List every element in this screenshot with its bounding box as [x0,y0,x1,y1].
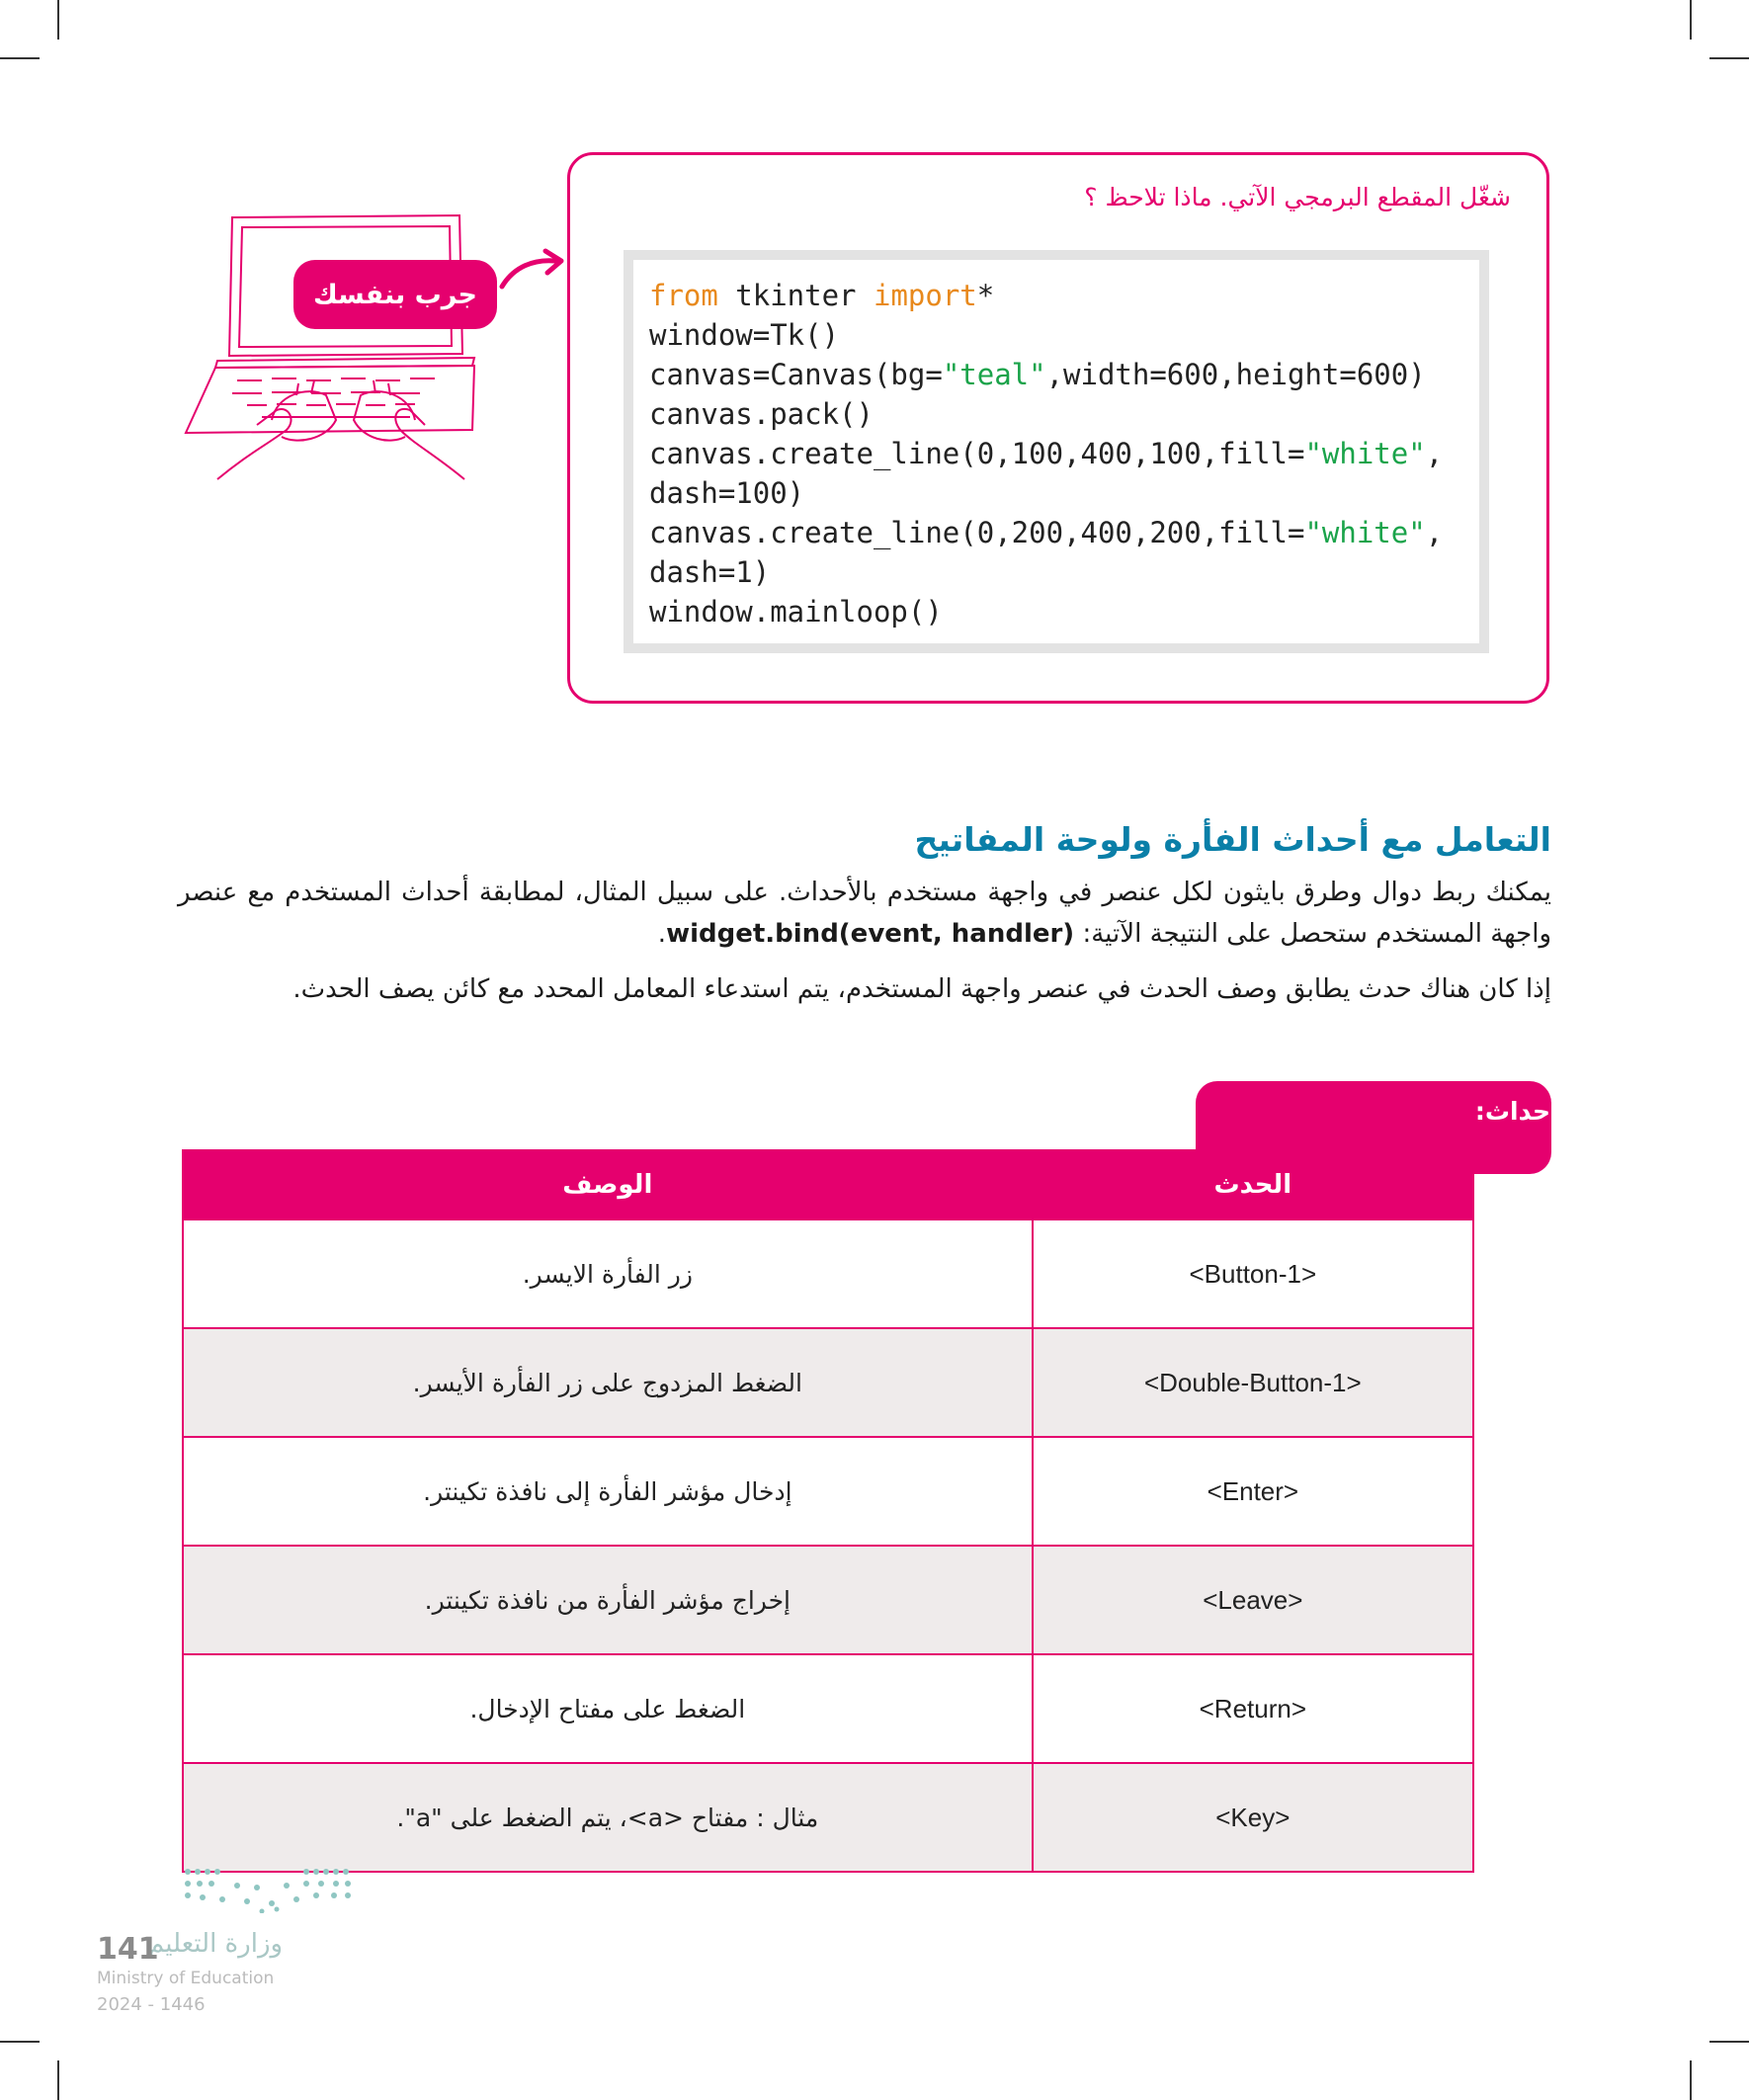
description-cell: زر الفأرة الايسر. [183,1219,1033,1328]
bind-signature: widget.bind(event, handler) [666,919,1075,949]
activity-prompt: شغّل المقطع البرمجي الآتي. ماذا تلاحظ ؟ [1084,183,1511,211]
events-table [182,1149,1474,1873]
arrow-right-icon [494,247,573,296]
event-cell: <Key> [1033,1763,1473,1872]
code-line: dash=1) [649,555,771,589]
crop-mark [1709,2041,1749,2043]
code-string: "white" [1304,516,1426,549]
code-line: window=Tk() [649,318,840,352]
description-cell: إدخال مؤشر الفأرة إلى نافذة تكينتر. [183,1437,1033,1546]
code-line: window.mainloop() [649,595,943,629]
table-row [183,1437,1473,1546]
edition-year: 2024 - 1446 [97,1994,206,2015]
table-row [183,1654,1473,1763]
table-row [183,1763,1473,1872]
try-yourself-badge: جرب بنفسك [293,260,497,329]
code-line: dash=100) [649,476,805,510]
page-number: 141 [97,1932,159,1967]
laptop-typing-icon [178,208,484,484]
event-cell: <Leave> [1033,1546,1473,1654]
paragraph-bind: يمكنك ربط دوال وطرق بايثون لكل عنصر في واجهة مستخدم بالأحداث. على سبيل المثال، لمطابقة أحداث المستخدم مع عنصر واجهة المستخدم ستحصل على النتيجة الآتية: widget.bind(event, handler). [178,878,1551,949]
section-heading: التعامل مع أحداث الفأرة ولوحة المفاتيح [914,820,1551,859]
event-cell: <Enter> [1033,1437,1473,1546]
code-line: canvas.create_line(0,100,400,100,fill="white", [649,437,1444,470]
table-row [183,1328,1473,1437]
code-line: from tkinter import* [649,279,995,312]
crop-mark [0,2041,40,2043]
column-header-description: الوصف [183,1150,1033,1219]
code-string: "white" [1304,437,1426,470]
crop-mark [1690,0,1692,40]
code-keyword: from [649,279,718,312]
code-string: "teal" [942,358,1046,391]
code-keyword: import [873,279,977,312]
crop-mark [1709,57,1749,59]
ministry-name-en: Ministry of Education [97,1969,275,1988]
event-cell: <Return> [1033,1654,1473,1763]
column-header-event: الحدث [1033,1150,1473,1219]
code-line: canvas.create_line(0,200,400,200,fill="white", [649,516,1444,549]
crop-mark [57,2060,59,2100]
table-header-row [183,1150,1473,1219]
crop-mark [0,57,40,59]
code-line: canvas.pack() [649,397,874,431]
event-cell: <Button-1> [1033,1219,1473,1328]
event-category-label: فئات الأحداث: [1474,1097,1646,1126]
crop-mark [1690,2060,1692,2100]
ministry-name-ar: وزارة التعليم [148,1929,284,1959]
paragraph-text: يمكنك ربط دوال وطرق بايثون لكل عنصر في واجهة مستخدم بالأحداث. على سبيل المثال، لمطابقة أحداث المستخدم مع عنصر واجهة المستخدم ستحصل على النتيجة الآتية: [178,878,1551,949]
crop-mark [57,0,59,40]
code-block [624,250,1489,653]
description-cell: الضغط المزدوج على زر الفأرة الأيسر. [183,1328,1033,1437]
activity-box [567,152,1549,704]
table-row [183,1546,1473,1654]
paragraph-event-match: إذا كان هناك حدث يطابق وصف الحدث في عنصر واجهة المستخدم، يتم استدعاء المعامل المحدد مع كائن يصف الحدث. [292,974,1551,1004]
description-cell: إخراج مؤشر الفأرة من نافذة تكينتر. [183,1546,1033,1654]
event-cell: <Double-Button-1> [1033,1328,1473,1437]
ministry-logo-dots-icon [178,1864,356,1913]
table-row [183,1219,1473,1328]
description-cell: الضغط على مفتاح الإدخال. [183,1654,1033,1763]
code-line: canvas=Canvas(bg="teal",width=600,height=600) [649,358,1426,391]
description-cell: مثال : مفتاح <a>، يتم الضغط على "a". [183,1763,1033,1872]
